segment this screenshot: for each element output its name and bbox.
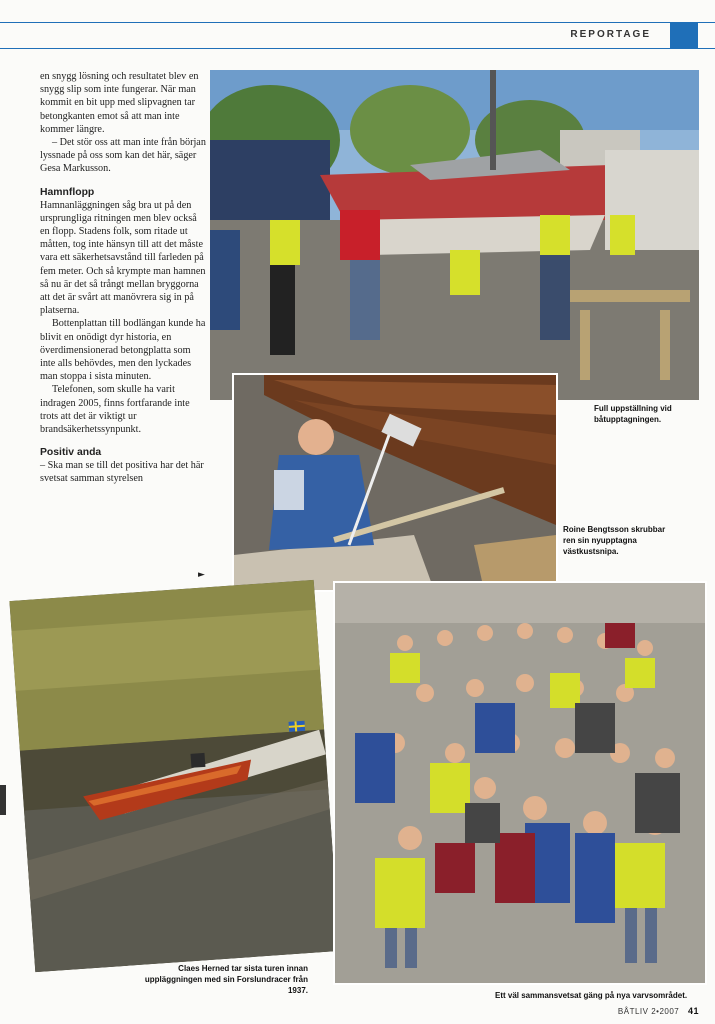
- paragraph: Hamnanläggningen såg bra ut på den ursprungliga ritningen men blev också en flopp. Stadens folk, som ritade ut måtten, tog inte hänsyn till att det måste vara ett säkerhetsavstånd till farleden på fem meter. Och så krympte man hamnen så nu är det så trångt mellan bryggorna att det är svårt att manövrera sig in på platserna.: [40, 199, 206, 317]
- photo-racer-boat: [9, 580, 339, 972]
- caption-scrubbing: Roine Bengtsson skrubbar ren sin nyupptagna västkustsnipa.: [563, 525, 666, 556]
- paragraph: – Ska man se till det positiva har det här svetsat samman styrelsen: [40, 460, 204, 485]
- page-edge-mark: [0, 785, 6, 815]
- header-rule-top: [0, 22, 715, 23]
- subheading-positiv-anda: Positiv anda: [40, 447, 102, 459]
- paragraph: – Det stör oss att man inte från början lyssnade på oss som kan det här, säger Gesa Markusson.: [40, 137, 206, 175]
- caption-boat-lift: Full uppställning vid båtupptagningen.: [594, 404, 672, 424]
- continue-arrow-icon: ►: [198, 570, 205, 580]
- subheading-hamnflopp: Hamnflopp: [40, 186, 95, 198]
- section-color-block: [670, 23, 698, 48]
- paragraph: Bottenplattan till bodlängan kunde ha blivit en onödigt dyr historia, en överdimensionerad betongplatta som inte alls behövdes, men den lyckades man stoppa i sista minuten.: [40, 318, 206, 383]
- paragraph: en snygg lösning och resultatet blev en snygg slip som inte fungerar. När man kommit en bit upp med slipvagnen tar betongkanten emot så att man inte kommer längre.: [40, 71, 199, 135]
- caption-group: Ett väl sammansvetsat gäng på nya varvsområdet.: [495, 991, 688, 1000]
- page-number: 41: [687, 1006, 699, 1016]
- header-rule-bottom: [0, 48, 715, 49]
- article-column: [40, 70, 206, 486]
- photo-boat-lift: [210, 70, 699, 400]
- photo-group: [333, 581, 707, 985]
- photo-hull-scrubbing: [232, 373, 558, 592]
- magazine-issue: BÅTLIV 2•2007: [617, 1007, 680, 1016]
- caption-racer: Claes Herned tar sista turen innan uppläggningen med sin Forslundracer från 1937.: [144, 964, 308, 995]
- page-footer: [618, 1006, 699, 1016]
- paragraph: Telefonen, som skulle ha varit indragen 2005, finns fortfarande inte trots att det är viktigt ur brandsäkerhetssynpunkt.: [40, 384, 190, 436]
- section-label: REPORTAGE: [570, 29, 651, 40]
